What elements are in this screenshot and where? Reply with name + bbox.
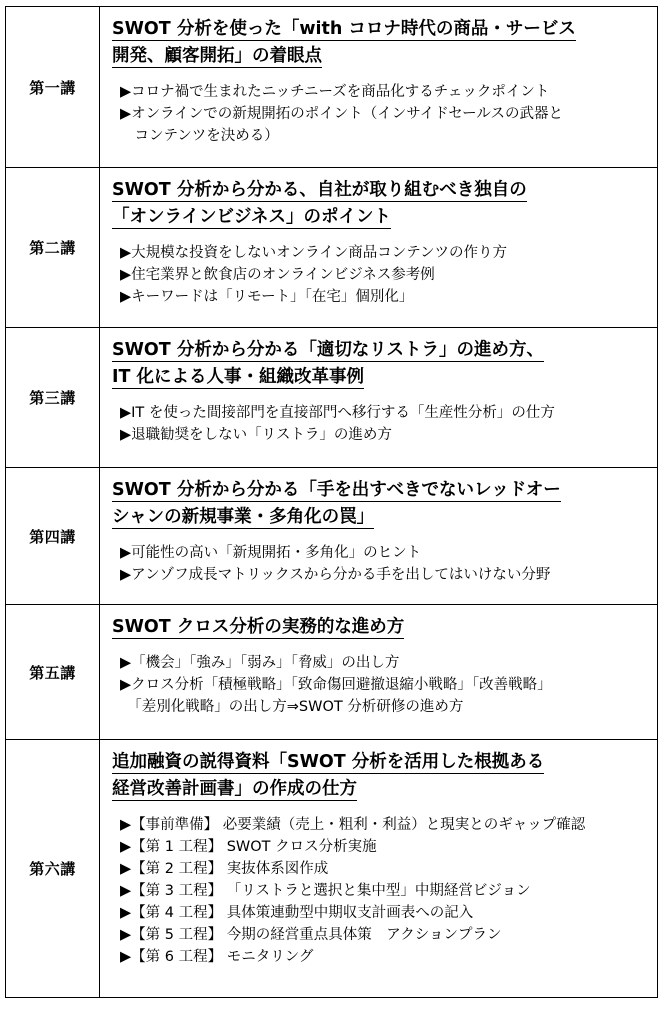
title-line: SWOT 分析から分かる「手を出すべきでないレッドオー: [112, 480, 561, 500]
lecture-number: 第三講: [6, 328, 100, 467]
topic-item: ▶【第 1 工程】 SWOT クロス分析実施: [120, 839, 377, 855]
topic-list: [112, 814, 649, 968]
topic-item: ▶可能性の高い「新規開拓・多角化」のヒント: [120, 545, 422, 561]
lecture-content: [112, 328, 649, 446]
lecture-number: 第二講: [6, 168, 100, 327]
topic-item: ▶【第 6 工程】 モニタリング: [120, 949, 314, 965]
topic-item: コンテンツを決める）: [120, 128, 279, 144]
lecture-title: [112, 478, 649, 532]
lecture-title: [112, 615, 649, 642]
topic-list: [112, 81, 649, 147]
lecture-title: [112, 17, 649, 71]
lecture-row-4: [6, 468, 657, 605]
topic-item: ▶【第 5 工程】 今期の経営重点具体策 アクションプラン: [120, 927, 502, 943]
topic-item: ▶キーワードは「リモート」「在宅」個別化」: [120, 289, 414, 305]
topic-item: ▶【事前準備】 必要業績（売上・粗利・利益）と現実とのギャップ確認: [120, 817, 586, 833]
topic-item: ▶大規模な投資をしないオンライン商品コンテンツの作り方: [120, 245, 507, 261]
title-line: シャンの新規事業・多角化の罠」: [112, 507, 375, 527]
lecture-number: 第四講: [6, 468, 100, 604]
topic-list: [112, 242, 649, 308]
title-line: 追加融資の説得資料「SWOT 分析を活用した根拠ある: [112, 752, 545, 772]
title-line: SWOT 分析を使った「with コロナ時代の商品・サービス: [112, 19, 576, 39]
topic-item: ▶オンラインでの新規開拓のポイント（インサイドセールスの武器と: [120, 106, 563, 122]
topic-item: ▶退職勧奨をしない「リストラ」の進め方: [120, 427, 392, 443]
topic-item: ▶IT を使った間接部門を直接部門へ移行する「生産性分析」の仕方: [120, 405, 555, 421]
lecture-number: 第六講: [6, 740, 100, 997]
topic-item: ▶アンゾフ成長マトリックスから分かる手を出してはいけない分野: [120, 567, 551, 583]
topic-item: ▶【第 4 工程】 具体策連動型中期収支計画表への記入: [120, 905, 474, 921]
lecture-content: [112, 468, 649, 586]
topic-item: ▶クロス分析「積極戦略」「致命傷回避撤退縮小戦略」「改善戦略」: [120, 677, 552, 693]
topic-list: [112, 402, 649, 446]
title-line: 「オンラインビジネス」のポイント: [112, 207, 391, 227]
title-line: 開発、顧客開拓」の着眼点: [112, 46, 322, 66]
topic-item: ▶【第 3 工程】 「リストラと選択と集中型」中期経営ビジョン: [120, 883, 531, 899]
lecture-number: 第五講: [6, 605, 100, 739]
topic-list: [112, 542, 649, 586]
lecture-title: [112, 750, 649, 804]
topic-item: ▶【第 2 工程】 実抜体系図作成: [120, 861, 329, 877]
lecture-title: [112, 178, 649, 232]
lecture-row-3: [6, 328, 657, 468]
lecture-row-2: [6, 168, 657, 328]
lecture-content: [112, 740, 649, 968]
lecture-content: [112, 605, 649, 718]
topic-list: [112, 652, 649, 718]
lecture-content: [112, 168, 649, 308]
lecture-title: [112, 338, 649, 392]
title-line: 経営改善計画書」の作成の仕方: [112, 779, 357, 799]
lecture-number: 第一講: [6, 7, 100, 167]
topic-item: ▶コロナ禍で生まれたニッチニーズを商品化するチェックポイント: [120, 84, 550, 100]
lecture-row-1: [6, 7, 657, 168]
lecture-content: [112, 7, 649, 147]
lecture-row-5: [6, 605, 657, 740]
title-line: SWOT 分析から分かる「適切なリストラ」の進め方、: [112, 340, 544, 360]
title-line: IT 化による人事・組織改革事例: [112, 367, 365, 387]
topic-item: ▶住宅業界と飲食店のオンラインビジネス参考例: [120, 267, 435, 283]
topic-item: ▶「機会」「強み」「弱み」「脅威」の出し方: [120, 655, 400, 671]
lecture-row-6: [6, 740, 657, 997]
title-line: SWOT 分析から分かる、自社が取り組むべき独自の: [112, 180, 527, 200]
topic-item: 「差別化戦略」の出し方⇒SWOT 分析研修の進め方: [120, 699, 464, 715]
title-line: SWOT クロス分析の実務的な進め方: [112, 617, 405, 637]
curriculum-table: [5, 6, 658, 998]
